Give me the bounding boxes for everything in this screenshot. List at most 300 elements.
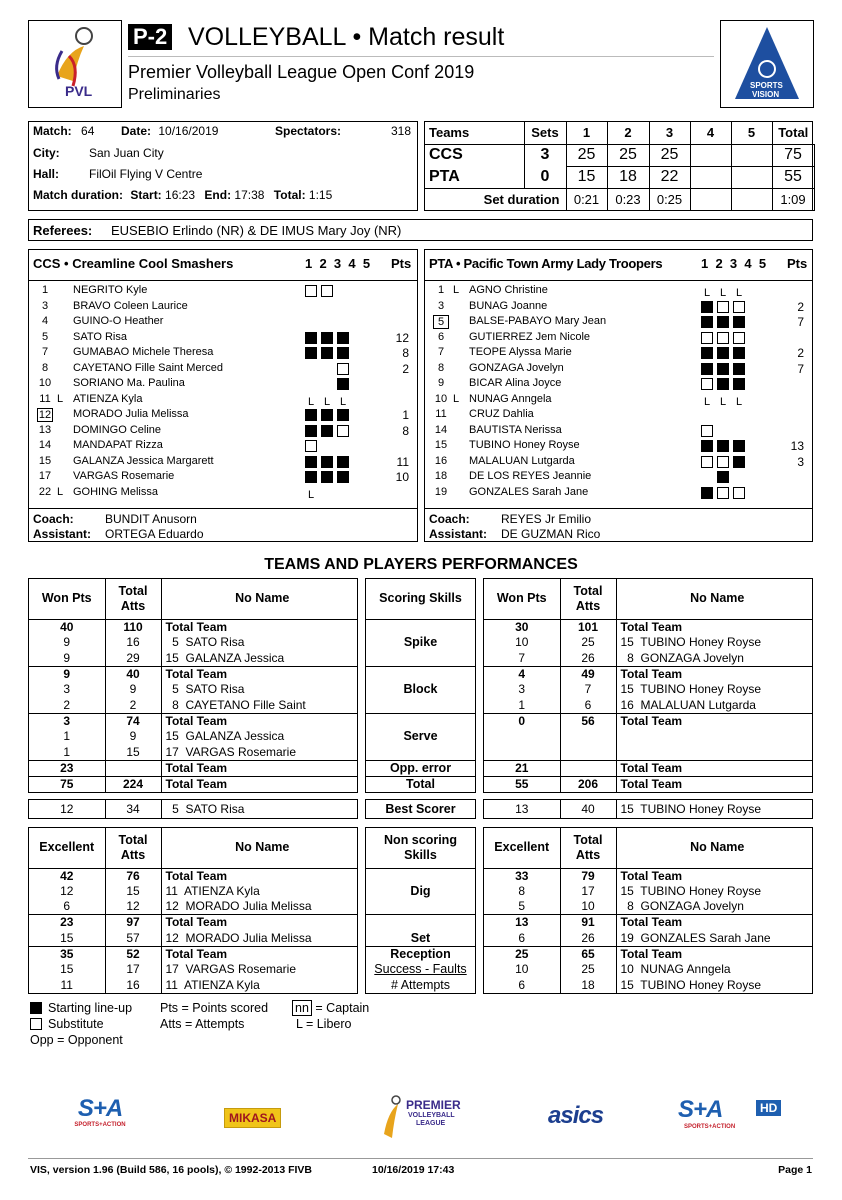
player-name: GALANZA Jessica Margarett xyxy=(73,454,214,467)
team-b-player-row xyxy=(425,470,812,485)
starting-lineup-icon xyxy=(717,471,729,483)
team-a-player-row xyxy=(29,300,417,315)
score-set-points: 22 xyxy=(649,166,690,188)
score-total-points: 75 xyxy=(772,144,814,166)
match-date: 10/16/2019 xyxy=(158,124,219,138)
libero-icon: L xyxy=(735,287,743,299)
player-set-participation xyxy=(697,456,745,469)
libero-icon: L xyxy=(323,395,331,408)
stat-value: 3 xyxy=(29,713,105,729)
stat-player xyxy=(616,729,812,745)
skill-label: Success - Faults xyxy=(374,962,467,976)
footer-rule xyxy=(28,1158,813,1159)
player-number: 19 xyxy=(434,485,448,498)
stat-player: 15 TUBINO Honey Royse xyxy=(616,977,812,993)
player-name: SATO Risa xyxy=(73,330,127,343)
hd-badge: HD xyxy=(756,1100,781,1116)
player-number: 3 xyxy=(41,299,49,312)
sports-vision-line1: SPORTS xyxy=(750,81,783,90)
stat-player: Total Team xyxy=(616,868,812,884)
starting-lineup-icon xyxy=(305,456,317,468)
stat-value: 10 xyxy=(515,635,529,650)
stat-attempts: 101 xyxy=(560,619,616,635)
stat-player: 8 CAYETANO Fille Saint xyxy=(161,698,357,714)
score-header-set5: 5 xyxy=(731,122,772,144)
stat-value: 42 xyxy=(29,868,105,884)
stat-attempts: 76 xyxy=(105,868,161,884)
team-b-player-row xyxy=(425,393,812,408)
stat-player: 19 GONZALES Sarah Jane xyxy=(616,930,812,946)
player-set-participation xyxy=(301,425,349,438)
starting-lineup-icon xyxy=(733,363,745,375)
stat-player: Total Team xyxy=(616,713,812,729)
stat-player: Total Team xyxy=(161,713,357,729)
score-header-total: Total xyxy=(772,122,814,144)
score-set-points xyxy=(731,144,772,166)
player-name: AGNO Christine xyxy=(469,284,548,296)
team-b-player-row xyxy=(425,284,812,299)
start-time: 16:23 xyxy=(165,188,196,202)
stat-row xyxy=(29,666,357,682)
substitute-icon xyxy=(30,1018,42,1030)
stat-player: Total Team xyxy=(616,915,812,931)
stat-row xyxy=(29,619,357,635)
player-name: GOHING Melissa xyxy=(73,485,158,498)
score-set-points xyxy=(690,144,731,166)
score-sets-won: 3 xyxy=(524,144,566,166)
player-name: CAYETANO Fille Saint Merced xyxy=(73,361,223,374)
stat-row xyxy=(29,868,357,884)
skill-label xyxy=(366,868,475,884)
starting-lineup-icon xyxy=(321,456,333,468)
stat-attempts xyxy=(560,745,616,761)
set-duration-label: Set duration xyxy=(425,188,566,210)
stat-attempts: 17 xyxy=(105,962,161,978)
stat-value xyxy=(484,729,560,745)
player-name: DOMINGO Celine xyxy=(73,423,162,436)
libero-icon: L xyxy=(735,395,743,408)
starting-lineup-icon xyxy=(701,347,713,359)
stat-row xyxy=(29,776,357,792)
city-value: San Juan City xyxy=(89,146,164,160)
asics-logo: asics xyxy=(548,1102,604,1129)
substitute-icon xyxy=(717,487,729,499)
nonscoring-skills xyxy=(365,827,476,994)
legend-starting: Starting line-up xyxy=(48,1001,133,1015)
referees-label: Referees: xyxy=(33,223,93,238)
stat-attempts: 9 xyxy=(105,682,161,698)
substitute-icon xyxy=(717,332,729,344)
score-total-points: 55 xyxy=(772,166,814,188)
score-row xyxy=(425,144,814,166)
stat-value: 11 xyxy=(60,977,73,992)
set-duration-total: 1:09 xyxy=(772,188,814,210)
stat-attempts: 29 xyxy=(105,651,161,667)
stat-attempts: 206 xyxy=(560,776,616,792)
player-name: SORIANO Ma. Paulina xyxy=(73,377,185,389)
stat-value: 0 xyxy=(484,713,560,729)
score-header-set2: 2 xyxy=(607,122,649,144)
skill-label xyxy=(366,899,475,915)
starting-lineup-icon xyxy=(337,456,349,468)
starting-lineup-icon xyxy=(733,316,745,328)
team-a-player-row xyxy=(29,346,417,361)
starting-lineup-icon xyxy=(305,425,317,437)
stat-attempts: 49 xyxy=(560,666,616,682)
player-number: 5 xyxy=(433,315,449,329)
header-rule xyxy=(128,56,714,57)
stat-row xyxy=(29,682,357,698)
score-row xyxy=(425,166,814,188)
no-name-header: No Name xyxy=(616,828,812,868)
match-badge: P-2 xyxy=(128,24,172,50)
stat-value: 5 xyxy=(518,899,526,914)
stat-attempts: 110 xyxy=(105,619,161,635)
stat-row xyxy=(29,698,357,714)
player-points: 2 xyxy=(797,299,804,314)
stat-row xyxy=(484,930,812,946)
stat-player: 10 NUNAG Anngela xyxy=(616,962,812,978)
legend-libero: L = Libero xyxy=(296,1017,352,1031)
legend-points: Pts = Points scored xyxy=(160,1001,269,1015)
stat-attempts: 25 xyxy=(560,635,616,651)
team-a-player-row xyxy=(29,439,417,454)
best-scorer-label-box xyxy=(365,799,476,819)
team-b-player-row xyxy=(425,315,812,330)
player-name: BRAVO Coleen Laurice xyxy=(73,299,188,312)
stat-row xyxy=(29,713,357,729)
player-points: 11 xyxy=(396,454,409,469)
end-time: 17:38 xyxy=(234,188,265,202)
skill-label xyxy=(366,651,475,667)
stat-player: 15 TUBINO Honey Royse xyxy=(616,682,812,698)
player-set-participation xyxy=(697,301,745,314)
substitute-icon xyxy=(337,363,349,375)
starting-lineup-icon xyxy=(321,471,333,483)
libero-icon: L xyxy=(719,395,727,408)
player-name: GUMABAO Michele Theresa xyxy=(73,346,214,358)
stat-value: 6 xyxy=(63,899,71,914)
team-b-roster xyxy=(424,249,813,542)
team-a-pts-header: Pts xyxy=(391,256,412,271)
team-a-player-row xyxy=(29,408,417,423)
start-label: Start: xyxy=(130,188,162,202)
stat-row xyxy=(29,930,357,946)
team-b-player-row xyxy=(425,408,812,423)
stat-attempts: 65 xyxy=(560,946,616,962)
stat-player: Total Team xyxy=(161,946,357,962)
stat-player: Total Team xyxy=(616,946,812,962)
substitute-icon xyxy=(733,301,745,313)
score-set-points xyxy=(690,166,731,188)
player-name: MALALUAN Lutgarda xyxy=(469,454,575,467)
stat-player: 5 SATO Risa xyxy=(161,682,357,698)
player-name: GUTIERREZ Jem Nicole xyxy=(469,330,591,343)
player-set-participation xyxy=(301,409,349,422)
duration-label: Match duration: xyxy=(33,188,123,202)
stat-attempts: 57 xyxy=(105,930,161,946)
score-set-points: 25 xyxy=(566,144,607,166)
stat-row xyxy=(29,962,357,978)
stat-value: 3 xyxy=(518,682,526,697)
match-number: 64 xyxy=(81,124,95,138)
match-info-box xyxy=(28,121,418,211)
team-a-player-row xyxy=(29,393,417,408)
player-name: BICAR Alina Joyce xyxy=(469,377,562,389)
team-b-coach: REYES Jr Emilio xyxy=(501,512,592,526)
substitute-icon xyxy=(701,332,713,344)
player-number: 15 xyxy=(434,439,448,451)
team-b-coach-label: Coach: xyxy=(429,512,470,526)
team-a-sets-header: 1 2 3 4 5 xyxy=(305,256,371,271)
empty-set-slot xyxy=(701,471,713,483)
stat-row xyxy=(29,651,357,667)
libero-icon: L xyxy=(307,395,315,408)
excellent-header: Excellent xyxy=(484,828,560,868)
no-name-header: No Name xyxy=(616,579,812,619)
starting-lineup-icon xyxy=(305,347,317,359)
stat-row xyxy=(484,619,812,635)
team-a-player-row xyxy=(29,486,417,501)
score-header-set1: 1 xyxy=(566,122,607,144)
sports-action-caption: SPORTS+ACTION xyxy=(74,1122,126,1128)
player-name: CRUZ Dahlia xyxy=(469,408,534,420)
team-b-player-row xyxy=(425,346,812,361)
libero-icon: L xyxy=(703,287,711,299)
player-name: TEOPE Alyssa Marie xyxy=(469,346,572,358)
team-b-player-row xyxy=(425,486,812,501)
team-b-sets-header: 1 2 3 4 5 xyxy=(701,256,767,271)
score-team-name: CCS xyxy=(425,144,524,166)
starting-lineup-icon xyxy=(321,332,333,344)
total-atts-header: Total Atts xyxy=(560,579,616,619)
pvl-footer-logo xyxy=(380,1090,480,1148)
team-b-assistant: DE GUZMAN Rico xyxy=(501,527,601,541)
player-number: 14 xyxy=(434,423,448,436)
starting-lineup-icon xyxy=(321,425,333,437)
libero-marker: L xyxy=(453,284,460,296)
stat-value: 30 xyxy=(484,619,560,635)
set-duration: 0:23 xyxy=(607,188,649,210)
team-a-assistant: ORTEGA Eduardo xyxy=(105,527,204,541)
player-name: DE LOS REYES Jeannie xyxy=(469,470,592,482)
player-set-participation xyxy=(697,440,745,453)
starting-lineup-icon xyxy=(701,316,713,328)
stat-player: Total Team xyxy=(161,666,357,682)
stat-row xyxy=(484,776,812,792)
player-name: ATIENZA Kyla xyxy=(73,392,143,405)
skill-label xyxy=(366,666,475,682)
player-number: 7 xyxy=(437,346,445,358)
starting-lineup-icon xyxy=(30,1002,42,1014)
date-label: Date: xyxy=(121,124,152,138)
stat-value: 35 xyxy=(29,946,105,962)
pvl-footer-line1: PREMIER xyxy=(406,1098,461,1112)
player-points: 8 xyxy=(402,346,409,360)
player-name: GONZAGA Jovelyn xyxy=(469,361,564,374)
team-a-player-row xyxy=(29,331,417,346)
stat-value: 6 xyxy=(518,930,526,945)
footer-version: VIS, version 1.96 (Build 586, 16 pools), © 1992-2013 FIVB xyxy=(30,1164,313,1176)
sports-action-hd-caption: SPORTS+ACTION xyxy=(684,1124,736,1130)
team-a-player-row xyxy=(29,377,417,392)
stat-value: 1 xyxy=(518,697,526,712)
stat-value: 23 xyxy=(29,915,105,931)
player-set-participation xyxy=(697,394,745,407)
skill-label xyxy=(366,915,475,931)
stat-row xyxy=(484,868,812,884)
stat-value: 12 xyxy=(60,883,74,898)
stat-value: 4 xyxy=(484,666,560,682)
no-name-header: No Name xyxy=(161,828,357,868)
substitute-icon xyxy=(717,456,729,468)
substitute-icon xyxy=(305,285,317,297)
stat-row xyxy=(29,745,357,761)
stat-player: Total Team xyxy=(161,619,357,635)
stat-row xyxy=(484,713,812,729)
team-a-assistant-label: Assistant: xyxy=(33,527,92,541)
player-number: 1 xyxy=(437,284,445,296)
spectators-label: Spectators: xyxy=(275,124,342,138)
substitute-icon xyxy=(701,378,713,390)
starting-lineup-icon xyxy=(321,347,333,359)
mikasa-logo: MIKASA xyxy=(224,1108,281,1128)
stat-value: 23 xyxy=(29,760,105,776)
stat-row xyxy=(29,760,357,776)
player-number: 22 xyxy=(38,485,52,498)
skill-label xyxy=(366,713,475,729)
stat-player: 15 GALANZA Jessica xyxy=(161,651,357,667)
stat-row xyxy=(484,745,812,761)
stat-player: Total Team xyxy=(616,776,812,792)
legend-captain: = Captain xyxy=(315,1001,370,1015)
sports-action-logo-text: S+A xyxy=(77,1095,123,1122)
score-set-points: 25 xyxy=(649,144,690,166)
player-number: 14 xyxy=(38,439,52,451)
player-set-participation xyxy=(301,285,333,298)
scoring-skills xyxy=(365,578,476,793)
player-number: 11 xyxy=(39,392,51,405)
stat-value: 8 xyxy=(518,883,526,898)
player-points: 7 xyxy=(797,361,804,376)
player-set-participation xyxy=(697,425,713,438)
stat-player: 15 TUBINO Honey Royse xyxy=(616,635,812,651)
skill-label: Dig xyxy=(410,883,431,898)
stat-row xyxy=(484,899,812,915)
best-scorer-points: 12 xyxy=(60,801,74,816)
player-set-participation xyxy=(697,316,745,329)
stat-value: 15 xyxy=(60,962,74,976)
player-name: NEGRITO Kyle xyxy=(73,284,148,296)
player-set-participation xyxy=(301,394,349,407)
libero-marker: L xyxy=(57,392,64,405)
stat-row xyxy=(29,884,357,900)
team-b-player-row xyxy=(425,439,812,454)
skill-label: Opp. error xyxy=(366,760,475,776)
stat-player: 5 SATO Risa xyxy=(161,635,357,651)
player-number: 12 xyxy=(38,409,52,421)
player-points: 12 xyxy=(395,330,409,345)
best-scorer-name: 5 SATO Risa xyxy=(161,800,357,818)
stat-attempts: 16 xyxy=(105,635,161,651)
stat-value: 1 xyxy=(63,729,71,744)
stat-attempts: 12 xyxy=(105,899,161,915)
hall-label: Hall: xyxy=(33,167,60,181)
stat-player: 15 GALANZA Jessica xyxy=(161,729,357,745)
libero-icon: L xyxy=(307,488,315,501)
stat-row xyxy=(484,962,812,978)
player-name: BALSE-PABAYO Mary Jean xyxy=(469,315,607,327)
stat-row xyxy=(29,635,357,651)
player-number: 13 xyxy=(38,423,52,436)
stat-attempts: 9 xyxy=(105,729,161,745)
sports-action-logo xyxy=(60,1096,140,1136)
stat-player xyxy=(616,745,812,761)
competition-title: Premier Volleyball League Open Conf 2019 xyxy=(128,62,475,82)
won-pts-header: Won Pts xyxy=(484,579,560,619)
score-set-points xyxy=(731,166,772,188)
stat-row xyxy=(29,729,357,745)
player-points: 7 xyxy=(797,315,804,329)
starting-lineup-icon xyxy=(733,456,745,468)
team-b-player-row xyxy=(425,377,812,392)
stat-attempts xyxy=(560,760,616,776)
match-label: Match: xyxy=(33,124,72,138)
player-number: 9 xyxy=(437,377,445,389)
scoring-skills-header: Scoring Skills xyxy=(366,579,475,619)
stat-player: Total Team xyxy=(161,915,357,931)
best-scorer-b xyxy=(483,799,813,819)
player-number: 3 xyxy=(437,299,445,312)
stat-value: 6 xyxy=(518,977,526,992)
player-name: NUNAG Anngela xyxy=(469,392,552,405)
best-scorer-points: 13 xyxy=(515,801,529,816)
best-scorer-atts: 34 xyxy=(105,800,161,818)
stat-row xyxy=(29,977,357,993)
nonscoring-team-a xyxy=(28,827,358,994)
footer-timestamp: 10/16/2019 17:43 xyxy=(372,1164,455,1176)
skill-label: Serve xyxy=(403,729,438,744)
stat-player: 8 GONZAGA Jovelyn xyxy=(616,651,812,667)
stat-row xyxy=(29,899,357,915)
page-title: VOLLEYBALL • Match result xyxy=(188,23,505,51)
stat-attempts: 16 xyxy=(105,977,161,993)
stat-value: 55 xyxy=(484,776,560,792)
stat-value: 15 xyxy=(60,930,74,945)
hall-value: FilOil Flying V Centre xyxy=(89,167,203,181)
city-label: City: xyxy=(33,146,60,160)
stat-value: 9 xyxy=(63,635,71,650)
stat-value: 13 xyxy=(484,915,560,931)
player-name: VARGAS Rosemarie xyxy=(73,470,175,482)
player-name: GONZALES Sarah Jane xyxy=(469,485,589,498)
stat-value: 9 xyxy=(29,666,105,682)
starting-lineup-icon xyxy=(305,471,317,483)
sports-action-hd-logo xyxy=(674,1096,794,1136)
team-a-player-row xyxy=(29,284,417,299)
starting-lineup-icon xyxy=(733,378,745,390)
player-points: 3 xyxy=(797,454,804,469)
libero-icon: L xyxy=(719,287,727,299)
starting-lineup-icon xyxy=(337,378,349,390)
team-a-player-row xyxy=(29,424,417,439)
skill-label: Set xyxy=(410,930,431,945)
player-points: 10 xyxy=(395,470,409,484)
player-set-participation xyxy=(697,347,745,360)
sponsor-bar xyxy=(28,1078,813,1158)
stat-attempts: 26 xyxy=(560,651,616,667)
stat-row xyxy=(484,915,812,931)
